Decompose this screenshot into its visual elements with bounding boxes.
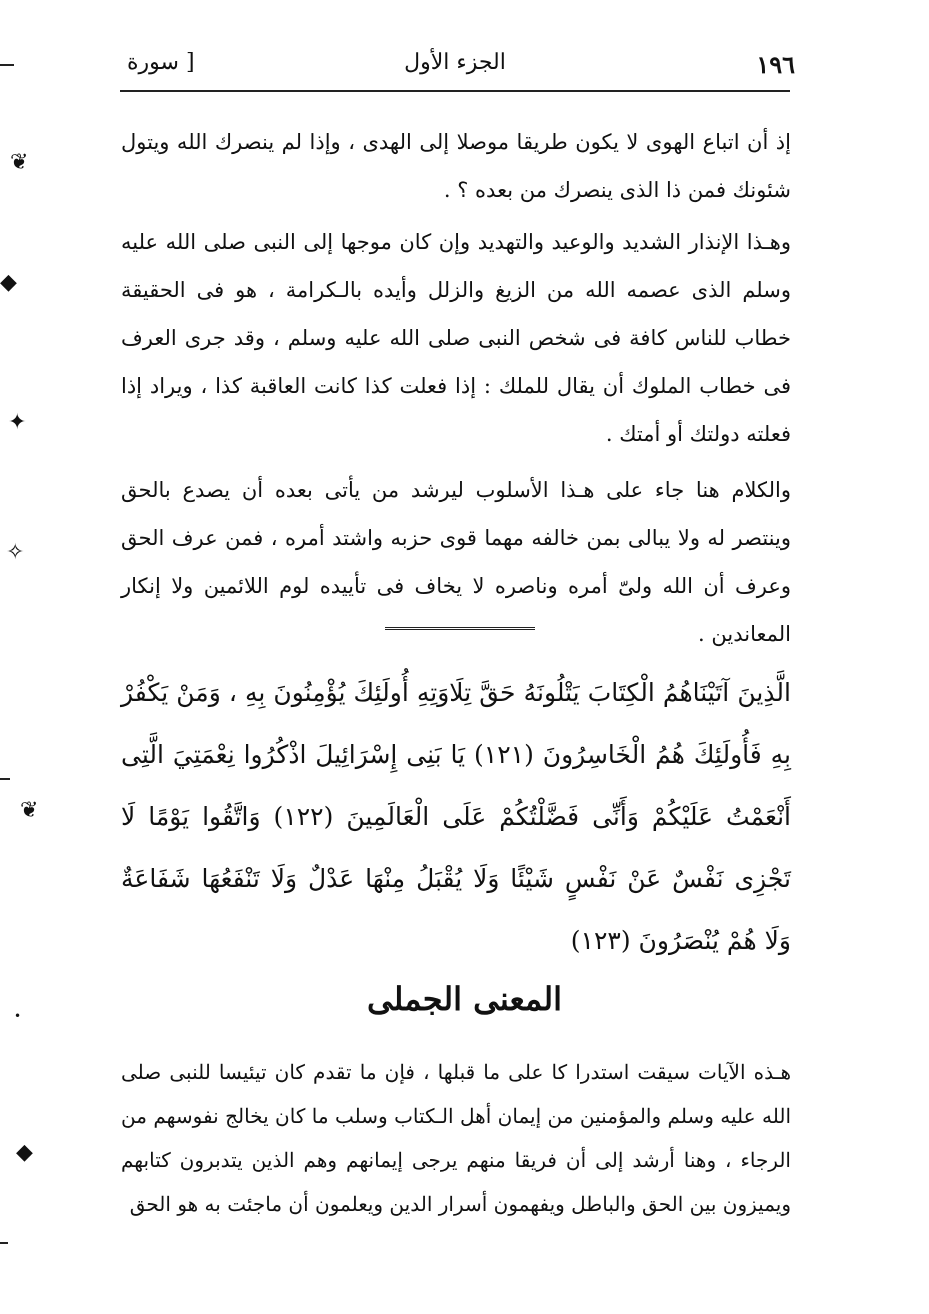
margin-ornament: ◆ <box>16 1140 33 1165</box>
paragraph-1: إذ أن اتباع الهوى لا يكون طريقا موصلا إلى الهدى ، وإذا لم ينصرك الله ويتول شئونك فمن ذا الذى ينصرك من بعده ؟ . <box>121 130 791 202</box>
paragraph-3: والكلام هنا جاء على هـذا الأسلوب ليرشد من يأتى بعده أن يصدع بالحق وينتصر له ولا يبالى بمن خالفه مهما قوى حزبه واشتد أمره ، فمن عرف الحق وعرف أن الله ولىّ أمره وناصره لا يخاف فى تأييده لوم اللائمين ولا إنكار المعاندين . <box>121 478 791 646</box>
margin-mark <box>0 778 10 780</box>
paragraph-2: وهـذا الإنذار الشديد والوعيد والتهديد وإن كان موجها إلى النبى صلى الله عليه وسلم الذى عصمه الله من الزيغ والزلل وأيده بالـكرامة ، هو فى الحقيقة خطاب للناس كافة فى شخص النبى صلى الله عليه وسلم ، وقد جرى العرف فى خطاب الملوك أن يقال للملك : إذا فعلت كذا كانت العاقبة كذا ، ويراد إذا فعلته دولتك أو أمتك . <box>121 230 791 446</box>
margin-ornament: ◆ <box>0 270 17 295</box>
section-heading: المعنى الجملى <box>366 980 563 1018</box>
margin-ornament: • <box>14 1009 22 1023</box>
margin-ornament: ✦ <box>8 410 27 435</box>
margin-ornament: ❦ <box>20 798 39 823</box>
part-title: الجزء الأول <box>404 50 506 75</box>
margin-mark <box>0 64 14 66</box>
margin-ornament: ❦ <box>10 150 29 175</box>
margin-ornament: ✧ <box>6 540 25 565</box>
section-paragraph: هـذه الآيات سيقت استدرا كا على ما قبلها ، فإن ما تقدم كان تيئيسا للنبى صلى الله عليه وسلم والمؤمنين من إيمان أهل الـكتاب وسلب ما كان يخالج نفوسهم من الرجاء ، وهنا أرشد إلى أن فريقا منهم يرجى إيمانهم وهم الذين يتدبرون كتابهم ويميزون بين الحق والباطل ويفهمون أسرار الدين ويعلمون أن ماجئت به هو الحق <box>121 1060 791 1216</box>
quran-verses: الَّذِينَ آتَيْنَاهُمُ الْكِتَابَ يَتْلُونَهُ حَقَّ تِلَاوَتِهِ أُولَئِكَ يُؤْمِنُونَ بِهِ ، وَمَنْ يَكْفُرْ بِهِ فَأُولَئِكَ هُمُ الْخَاسِرُونَ (١٢١) يَا بَنِى إِسْرَائِيلَ اذْكُرُوا نِعْمَتِيَ الَّتِى أَنْعَمْتُ عَلَيْكُمْ وَأَنِّى فَضَّلْتُكُمْ عَلَى الْعَالَمِينَ (١٢٢) وَاتَّقُوا يَوْمًا لَا تَجْزِى نَفْسٌ عَنْ نَفْسٍ شَيْئًا وَلَا يُقْبَلُ مِنْهَا عَدْلٌ وَلَا تَنْفَعُهَا شَفَاعَةٌ وَلَا هُمْ يُنْصَرُونَ (١٢٣) <box>121 678 791 955</box>
margin-mark <box>0 1242 8 1244</box>
page-header <box>115 44 795 84</box>
header-rule <box>120 90 790 92</box>
section-divider <box>385 627 535 630</box>
page-number: ١٩٦ <box>756 50 795 79</box>
surah-label: [ سورة <box>127 50 195 75</box>
